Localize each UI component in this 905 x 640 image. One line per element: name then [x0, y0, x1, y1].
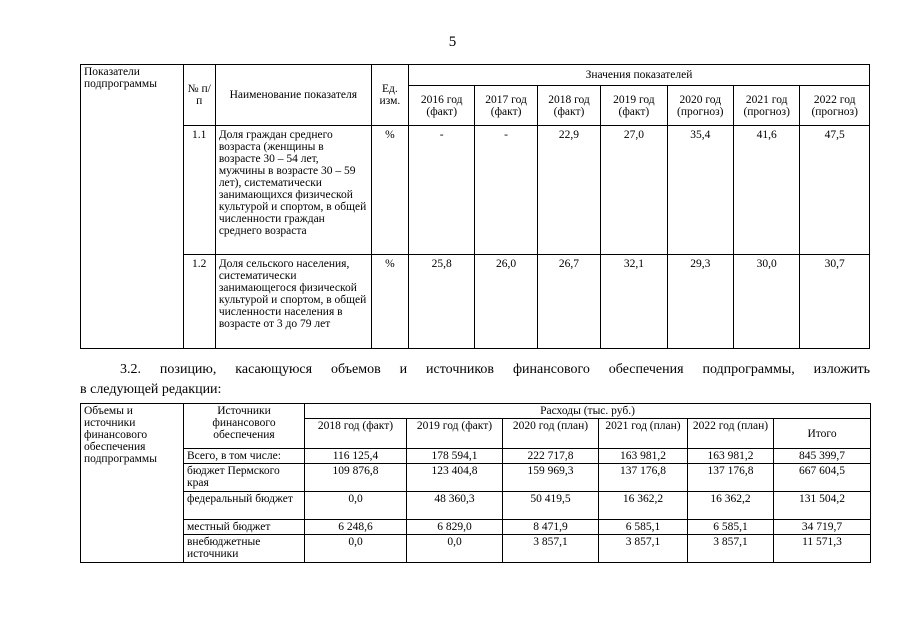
paragraph-line: 3.2. позицию, касающуюся объемов и источников финансового обеспечения подпрограммы, изложить: [120, 362, 870, 377]
value-cell: 137 176,8: [688, 464, 774, 492]
value-cell: 32,1: [601, 255, 667, 349]
value-cell: 845 399,7: [774, 449, 871, 464]
value-cell: 30,7: [800, 255, 870, 349]
value-cell: 29,3: [667, 255, 733, 349]
year-header: 2018 год (факт): [305, 419, 407, 449]
value-cell: 0,0: [305, 492, 407, 520]
value-cell: 11 571,3: [774, 535, 871, 563]
value-cell: -: [475, 126, 537, 255]
subprogram-indicators-header: Показатели подпрограммы: [81, 65, 184, 349]
value-cell: 48 360,3: [407, 492, 503, 520]
value-cell: 163 981,2: [599, 449, 688, 464]
year-header: 2021 год (план): [599, 419, 688, 449]
value-cell: 123 404,8: [407, 464, 503, 492]
value-cell: 116 125,4: [305, 449, 407, 464]
row-number: 1.2: [183, 255, 215, 349]
year-header: 2020 год (план): [503, 419, 599, 449]
value-cell: 50 419,5: [503, 492, 599, 520]
year-header: 2018 год (факт): [537, 86, 600, 126]
source-label: Всего, в том числе:: [184, 449, 305, 464]
value-cell: 41,6: [733, 126, 799, 255]
indicator-name-header: Наименование показателя: [215, 65, 371, 126]
year-header: 2022 год (прогноз): [800, 86, 870, 126]
value-cell: 6 585,1: [599, 520, 688, 535]
value-cell: 222 717,8: [503, 449, 599, 464]
source-label: федеральный бюджет: [184, 492, 305, 520]
value-cell: 6 585,1: [688, 520, 774, 535]
number-header: № п/п: [183, 65, 215, 126]
value-cell: 16 362,2: [688, 492, 774, 520]
value-cell: 0,0: [305, 535, 407, 563]
total-header: Итого: [774, 419, 871, 449]
value-cell: 26,7: [537, 255, 600, 349]
volumes-header: Объемы и источники финансового обеспечения подпрограммы: [81, 404, 184, 563]
value-cell: 178 594,1: [407, 449, 503, 464]
value-cell: 159 969,3: [503, 464, 599, 492]
indicators-table: [80, 64, 870, 349]
value-cell: 3 857,1: [688, 535, 774, 563]
value-cell: 8 471,9: [503, 520, 599, 535]
value-cell: 0,0: [407, 535, 503, 563]
value-cell: 27,0: [601, 126, 667, 255]
instruction-paragraph: [80, 360, 870, 400]
source-label: внебюджетные источники: [184, 535, 305, 563]
value-cell: 137 176,8: [599, 464, 688, 492]
source-label: местный бюджет: [184, 520, 305, 535]
source-label: бюджет Пермского края: [184, 464, 305, 492]
value-cell: 22,9: [537, 126, 600, 255]
unit-header: Ед. изм.: [371, 65, 408, 126]
value-cell: 30,0: [733, 255, 799, 349]
value-cell: 131 504,2: [774, 492, 871, 520]
financing-table: [80, 403, 871, 563]
unit-cell: %: [371, 255, 408, 349]
value-cell: 47,5: [800, 126, 870, 255]
value-cell: 6 829,0: [407, 520, 503, 535]
expenses-title: Расходы (тыс. руб.): [305, 404, 871, 419]
year-header: 2022 год (план): [688, 419, 774, 449]
indicator-name: Доля граждан среднего возраста (женщины в возрасте 30 – 54 лет, мужчины в возрасте 30 – 59 лет), систематически занимающихся физической культурой и спортом, в общей численности граждан среднего возраста: [215, 126, 371, 255]
value-cell: 163 981,2: [688, 449, 774, 464]
year-header: 2016 год (факт): [409, 86, 475, 126]
sources-header: Источники финансового обеспечения: [184, 404, 305, 449]
value-cell: 109 876,8: [305, 464, 407, 492]
paragraph-line: в следующей редакции:: [80, 382, 222, 397]
row-number: 1.1: [183, 126, 215, 255]
year-header: 2021 год (прогноз): [733, 86, 799, 126]
year-header: 2017 год (факт): [475, 86, 537, 126]
year-header: 2019 год (факт): [407, 419, 503, 449]
value-cell: 35,4: [667, 126, 733, 255]
page-number: 5: [448, 34, 457, 50]
unit-cell: %: [371, 126, 408, 255]
value-cell: 34 719,7: [774, 520, 871, 535]
value-cell: 6 248,6: [305, 520, 407, 535]
values-title: Значения показателей: [409, 65, 870, 86]
value-cell: 25,8: [409, 255, 475, 349]
value-cell: 26,0: [475, 255, 537, 349]
value-cell: 3 857,1: [503, 535, 599, 563]
value-cell: 667 604,5: [774, 464, 871, 492]
value-cell: 16 362,2: [599, 492, 688, 520]
year-header: 2020 год (прогноз): [667, 86, 733, 126]
year-header: 2019 год (факт): [601, 86, 667, 126]
value-cell: 3 857,1: [599, 535, 688, 563]
indicator-name: Доля сельского населения, систематически занимающегося физической культурой и спортом, в общей численности населения в возрасте от 3 до 79 лет: [215, 255, 371, 349]
value-cell: -: [409, 126, 475, 255]
